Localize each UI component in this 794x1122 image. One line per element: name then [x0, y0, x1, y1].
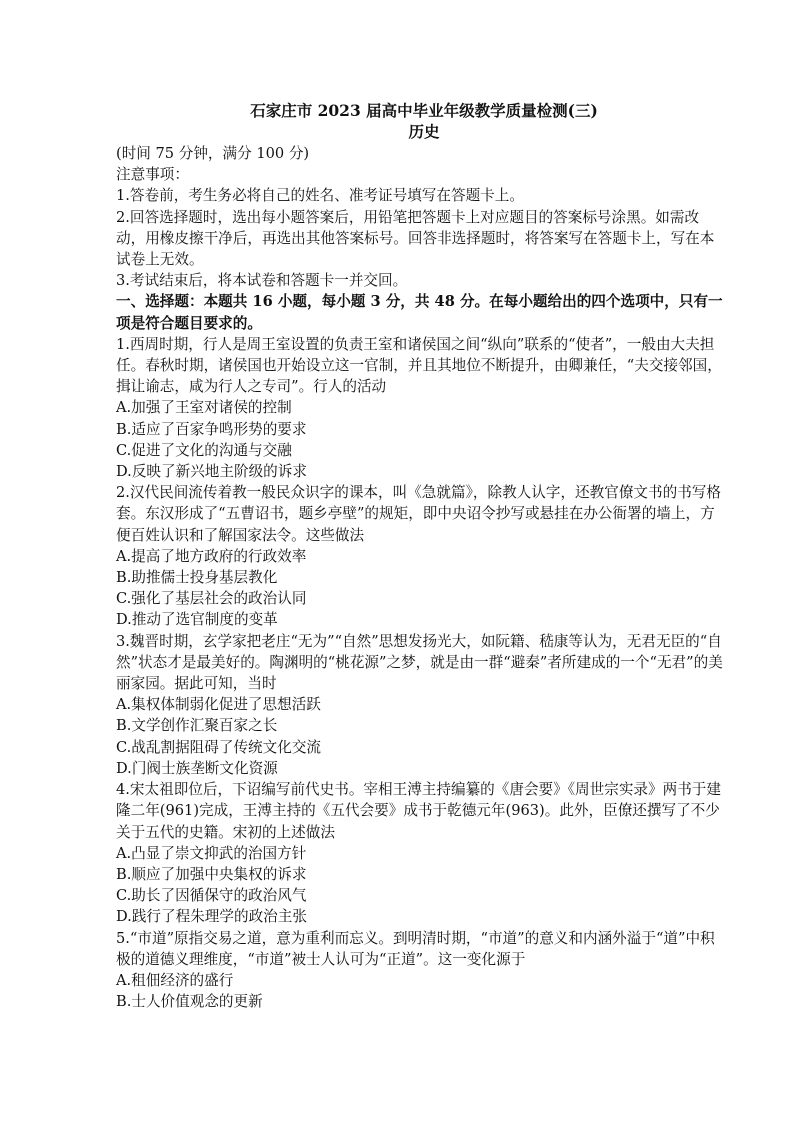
- question-1: [116, 334, 724, 482]
- notice-item: 3.考试结束后，将本试卷和答题卡一并交回。: [116, 272, 408, 290]
- option-b: B.文学创作汇聚百家之长: [116, 717, 278, 735]
- option-a: A.加强了王室对诸侯的控制: [116, 399, 292, 417]
- option-a: A.提高了地方政府的行政效率: [116, 547, 307, 565]
- question-2: [116, 482, 724, 630]
- option-c: C.战乱割据阻碍了传统文化交流: [116, 738, 322, 756]
- notice-item: 1.答卷前，考生务必将自己的姓名、准考证号填写在答题卡上。: [116, 187, 524, 205]
- question-stem: 3.魏晋时期，玄学家把老庄“无为”“自然”思想发扬光大，如阮籍、嵇康等认为，无君无臣的“自然”状态才是最美好的。陶渊明的“桃花源”之梦，就是由一群“避秦”者所建成的一个“无君”的美丽家园。据此可知，当时: [116, 632, 723, 693]
- question-stem: 2.汉代民间流传着教一般民众识字的课本，叫《急就篇》，除教人认字，还教官僚文书的书写格套。东汉形成了“五曹诏书，题乡亭壁”的规矩，即中央诏令抄写或悬挂在办公衙署的墙上，方便百姓认识和了解国家法令。这些做法: [116, 484, 721, 544]
- question-4: [116, 779, 724, 927]
- option-b: B.顺应了加强中央集权的诉求: [116, 865, 307, 883]
- question-stem: 5.“市道”原指交易之道，意为重利而忘义。到明清时期，“市道”的意义和内涵外溢于“道”中积极的道德义理维度，“市道”被士人认可为“正道”。这一变化源于: [116, 929, 715, 968]
- option-b: B.适应了百家争鸣形势的要求: [116, 420, 307, 438]
- option-d: D.推动了选官制度的变革: [116, 611, 278, 629]
- option-d: D.践行了程朱理学的政治主张: [116, 908, 307, 926]
- notice-title: 注意事项：: [116, 166, 189, 184]
- option-d: D.反映了新兴地主阶级的诉求: [116, 463, 307, 481]
- option-d: D.门阀士族垄断文化资源: [116, 759, 278, 777]
- question-5: [116, 928, 724, 1013]
- option-b: B.助推儒士投身基层教化: [116, 569, 278, 587]
- option-a: A.集权体制弱化促进了思想活跃: [116, 696, 321, 714]
- notice-item: 2.回答选择题时，选出每小题答案后，用铅笔把答题卡上对应题目的答案标号涂黑。如需改动，用橡皮擦干净后，再选出其他答案标号。回答非选择题时，将答案写在答题卡上，写在本试卷上无效。: [116, 208, 715, 269]
- option-a: A.凸显了崇文抑武的治国方针: [116, 844, 307, 862]
- time-score: (时间 75 分钟，满分 100 分): [116, 145, 310, 162]
- question-stem: 1.西周时期，行人是周王室设置的负责王室和诸侯国之间“纵向”联系的“使者”，一般由大夫担任。春秋时期，诸侯国也开始设立这一官制，并且其地位不断提升，由卿兼任，“夫交接邻国，揖让谕志，咸为行人之专司”。行人的活动: [116, 335, 722, 396]
- option-c: C.助长了因循保守的政治风气: [116, 887, 307, 905]
- question-stem: 4.宋太祖即位后，下诏编写前代史书。宰相王溥主持编纂的《唐会要》《周世宗实录》两书于建隆二年(961)完成，王溥主持的《五代会要》成书于乾德元年(963)。此外，臣僚还撰写了不少关于五代的史籍。宋初的上述做法: [116, 781, 721, 841]
- option-c: C.强化了基层社会的政治认同: [116, 590, 307, 608]
- question-3: [116, 631, 724, 779]
- option-b: B.士人价值观念的更新: [116, 993, 263, 1011]
- section-heading: 一、选择题：本题共 16 小题，每小题 3 分，共 48 分。在每小题给出的四个选项中，只有一项是符合题目要求的。: [116, 293, 723, 332]
- exam-subject: 历史: [408, 122, 440, 141]
- exam-title: 石家庄市 2023 届高中毕业年级教学质量检测(三): [250, 101, 598, 120]
- option-a: A.租佃经济的盛行: [116, 971, 234, 989]
- option-c: C.促进了文化的沟通与交融: [116, 441, 292, 459]
